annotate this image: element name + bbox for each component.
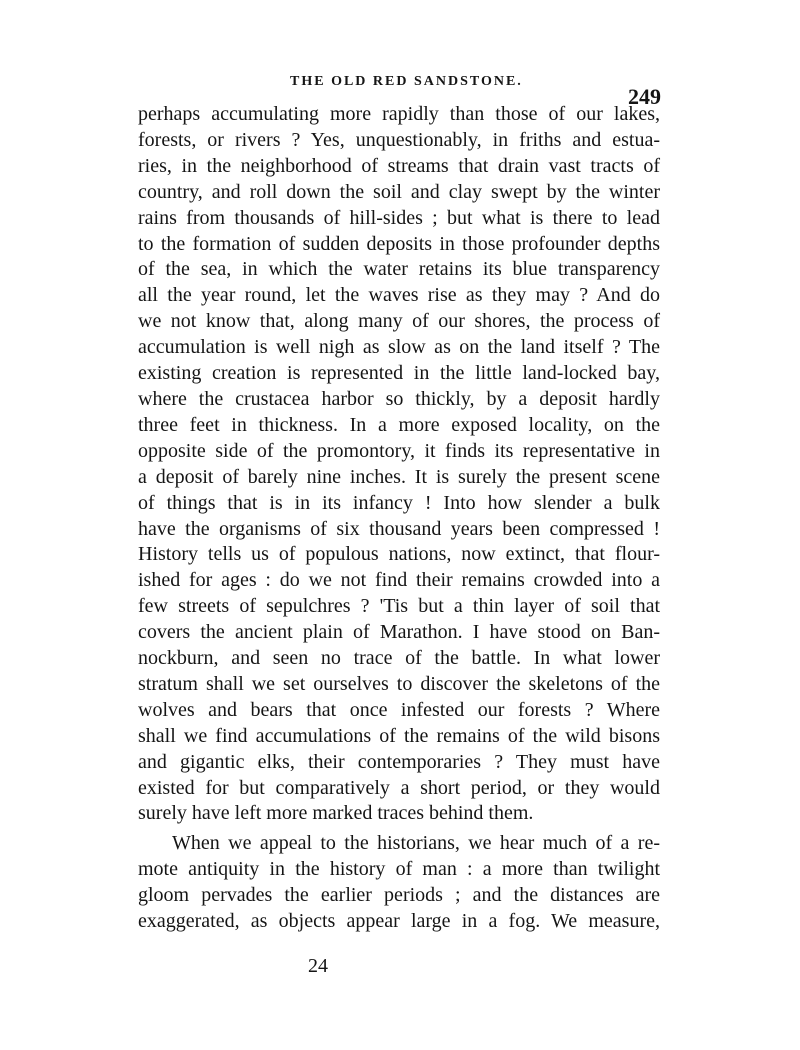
paragraph-2 <box>138 831 660 935</box>
text-line: exaggerated, as objects appear large in a fog. We measure, <box>138 910 660 933</box>
page-number: 249 <box>628 84 661 109</box>
text-line: we not know that, along many of our shores, the process of <box>138 310 660 333</box>
text-line: existing creation is represented in the little land-locked bay, <box>138 362 660 385</box>
text-line: surely have left more marked traces behind them. <box>138 802 534 825</box>
text-line: of the sea, in which the water retains its blue transparency <box>138 258 660 281</box>
text-line: a deposit of barely nine inches. It is surely the present scene <box>138 465 660 488</box>
text-line: When we appeal to the historians, we hear much of a re- <box>172 832 660 855</box>
text-line: where the crustacea harbor so thickly, by a deposit hardly <box>138 387 660 410</box>
text-line: and gigantic elks, their contemporaries ? They must have <box>138 750 660 773</box>
text-line: have the organisms of six thousand years been compressed ! <box>138 517 660 540</box>
text-line: all the year round, let the waves rise as they may ? And do <box>138 284 660 307</box>
running-title: THE OLD RED SANDSTONE. <box>290 74 523 89</box>
text-line: ished for ages : do we not find their remains crowded into a <box>138 569 660 592</box>
body-text <box>138 102 660 935</box>
text-line: perhaps accumulating more rapidly than those of our lakes, <box>138 103 660 125</box>
text-line: accumulation is well nigh as slow as on the land itself ? The <box>138 336 660 359</box>
paragraph-1 <box>138 102 660 827</box>
text-line: rains from thousands of hill-sides ; but what is there to lead <box>138 206 660 229</box>
text-line: opposite side of the promontory, it finds its representative in <box>138 439 660 462</box>
text-line: ries, in the neighborhood of streams that drain vast tracts of <box>138 154 660 177</box>
text-line: few streets of sepulchres ? 'Tis but a thin layer of soil that <box>138 595 660 618</box>
text-line: three feet in thickness. In a more exposed locality, on the <box>138 413 660 436</box>
text-line: mote antiquity in the history of man : a more than twilight <box>138 858 660 881</box>
text-line: stratum shall we set ourselves to discover the skeletons of the <box>138 672 660 695</box>
text-line: shall we find accumulations of the remains of the wild bisons <box>138 724 660 747</box>
text-line: country, and roll down the soil and clay swept by the winter <box>138 180 660 203</box>
text-line: forests, or rivers ? Yes, unquestionably, in friths and estua- <box>138 128 660 151</box>
text-line: wolves and bears that once infested our forests ? Where <box>138 698 660 721</box>
text-line: of things that is in its infancy ! Into how slender a bulk <box>138 491 660 514</box>
text-line: to the formation of sudden deposits in those profounder depths <box>138 232 660 255</box>
text-line: gloom pervades the earlier periods ; and the distances are <box>138 884 660 907</box>
text-line: History tells us of populous nations, now extinct, that flour- <box>138 543 660 566</box>
text-line: covers the ancient plain of Marathon. I have stood on Ban- <box>138 621 660 644</box>
signature-mark: 24 <box>308 955 328 977</box>
text-line: existed for but comparatively a short period, or they would <box>138 776 660 799</box>
text-line: nockburn, and seen no trace of the battle. In what lower <box>138 647 660 670</box>
